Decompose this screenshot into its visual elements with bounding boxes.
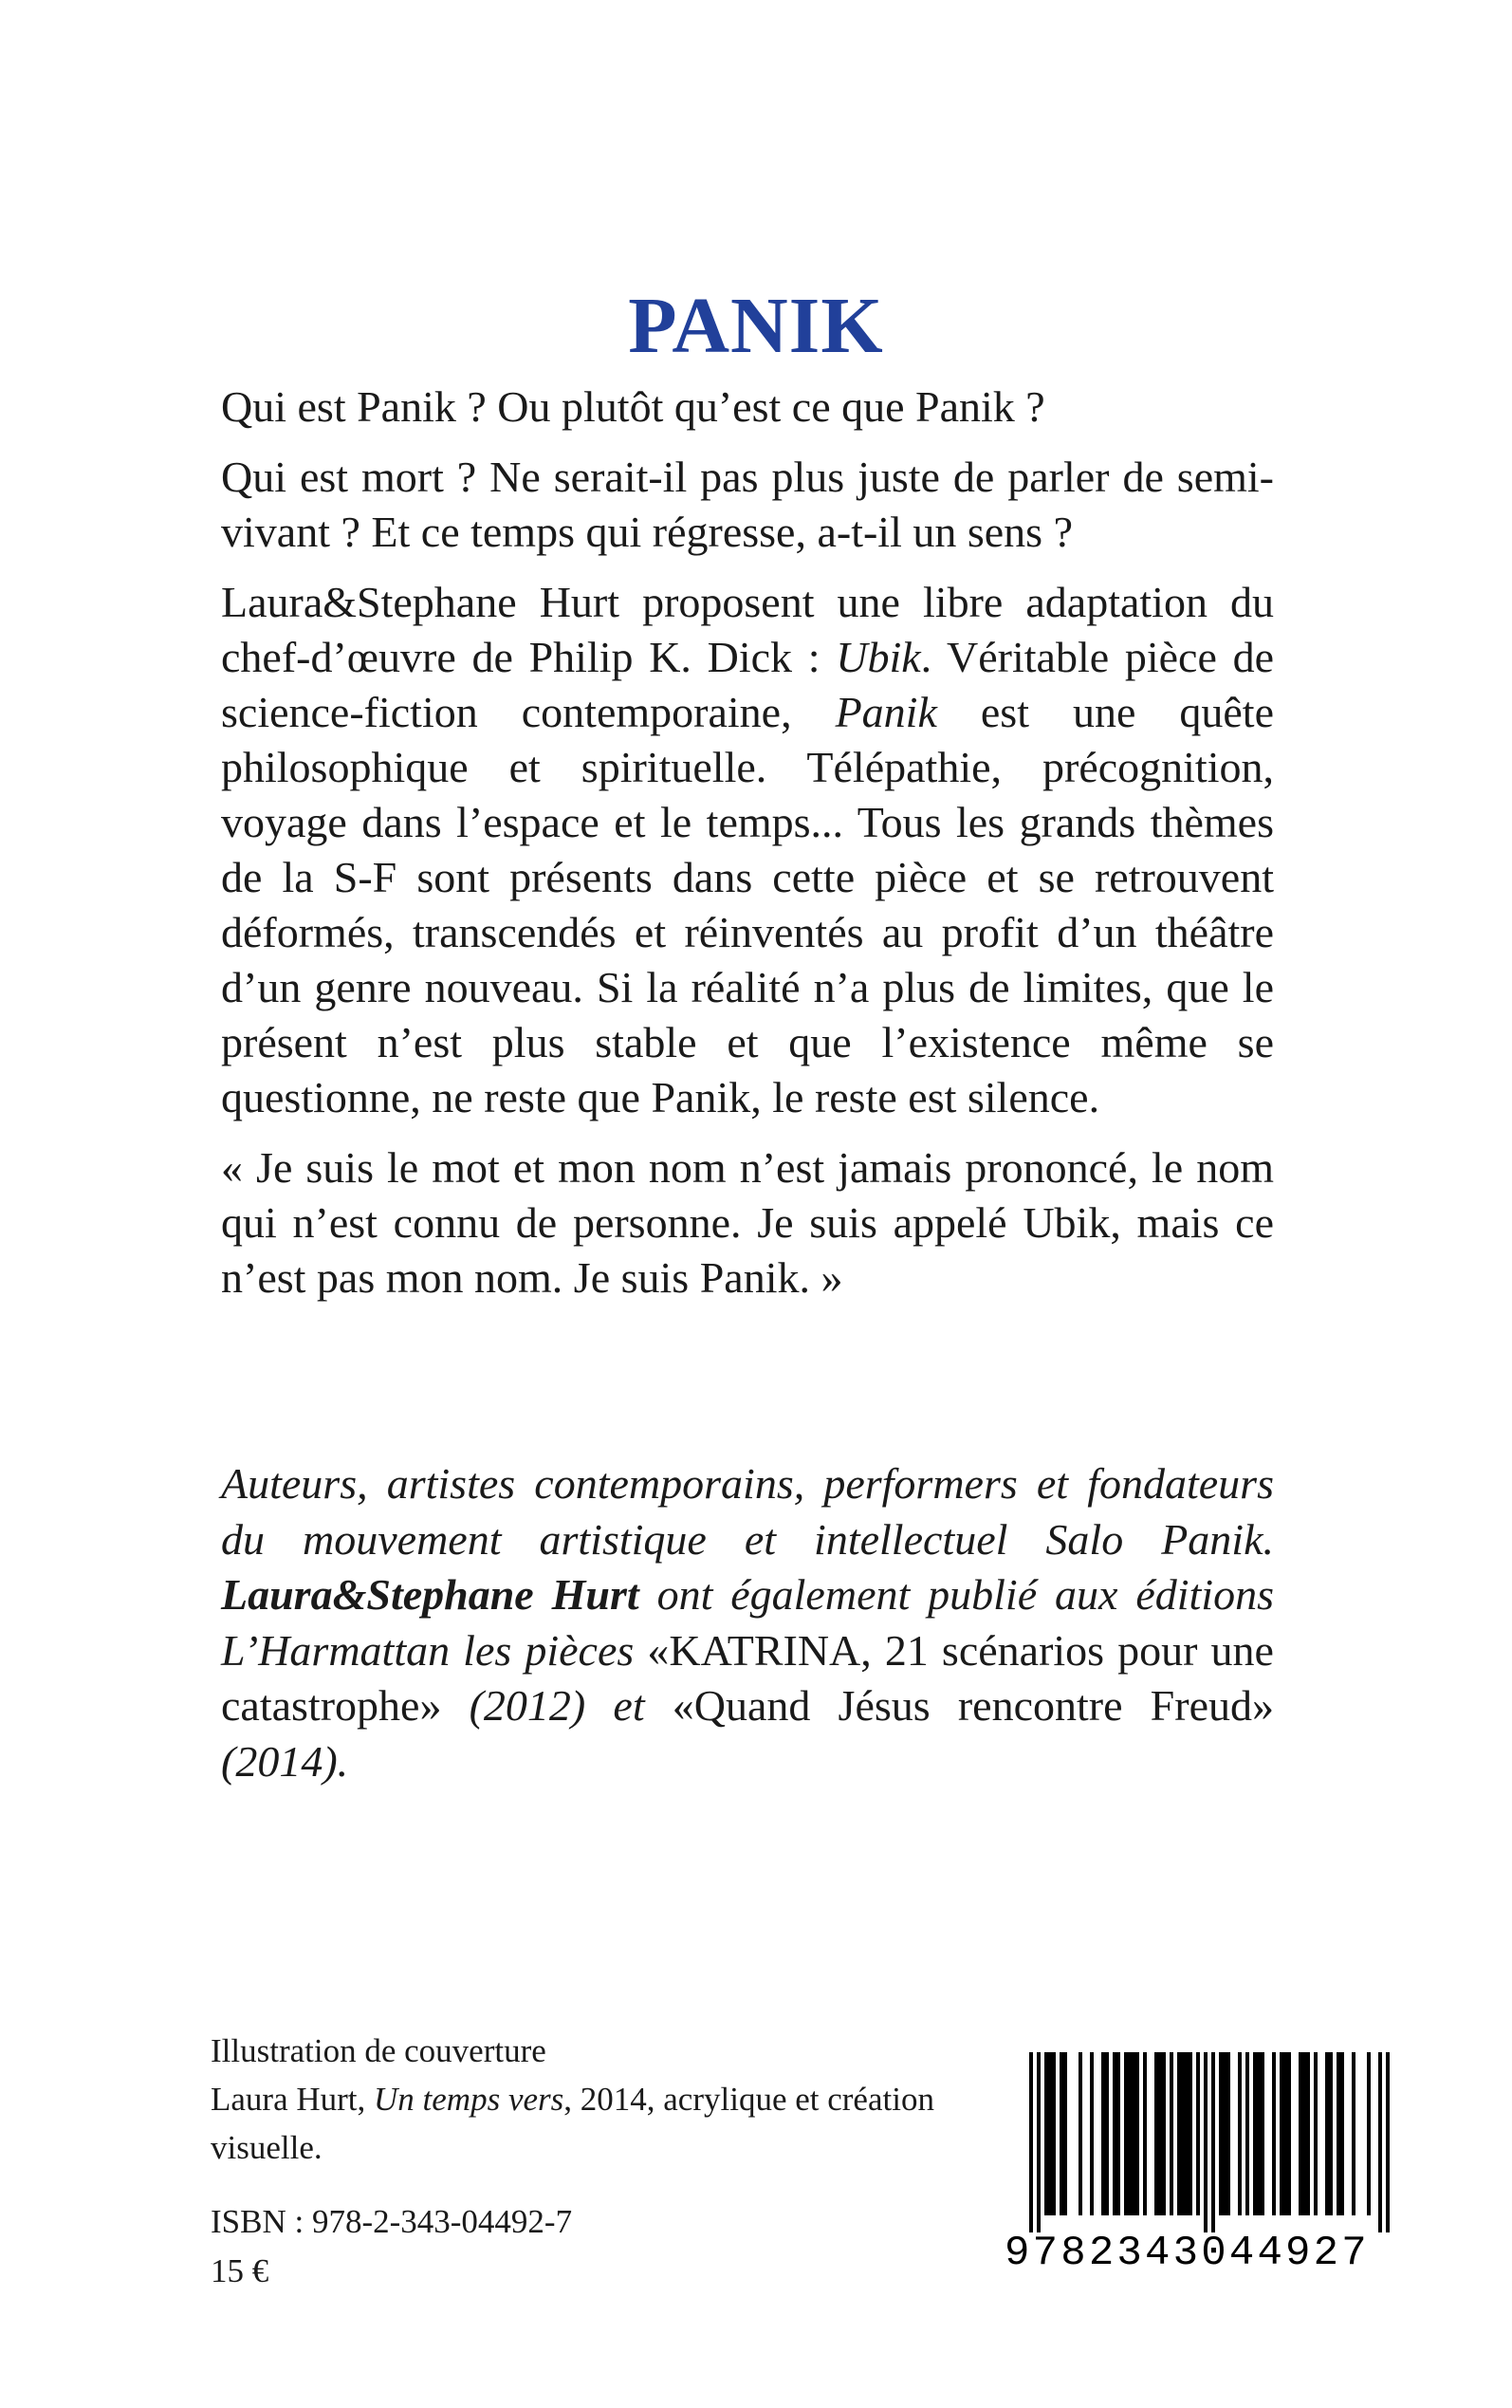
barcode-digits: 9782343044927 [1001,2232,1404,2274]
barcode-bar [1189,2052,1192,2215]
barcode-bar [1329,2052,1333,2215]
barcode-bar [1090,2052,1094,2215]
barcode-bar [1204,2052,1208,2237]
jesus-freud-title: «Quand Jésus rencontre Freud» [672,1681,1274,1730]
barcode-bar [1135,2052,1139,2215]
artist-name: Laura Hurt, [211,2081,375,2118]
barcode-bar [1181,2052,1185,2215]
barcode-bar [1128,2052,1132,2215]
barcode-bar [1306,2052,1310,2215]
barcode-bar [1177,2052,1181,2215]
barcode-bar [1158,2052,1162,2215]
credits-detail [211,2075,1007,2172]
author-bio [221,1456,1274,1789]
barcode-bar [1325,2052,1329,2215]
barcode-bar [1352,2052,1355,2215]
barcode-bar [1044,2052,1048,2215]
barcode-bar [1029,2052,1033,2237]
barcode-bar [1037,2052,1041,2237]
credits-heading: Illustration de couverture [211,2032,546,2069]
book-title: PANIK [628,282,884,371]
barcode-bar [1116,2052,1120,2215]
barcode-bar [1253,2052,1257,2215]
barcode [1001,2052,1404,2277]
katrina-title: «KATRINA, 21 scénarios pour une catastrophe» [221,1625,1274,1730]
barcode-bar [1283,2052,1287,2215]
artwork-details: , 2014, acrylique et création visuelle. [211,2081,934,2166]
ubik-title: Ubik [836,633,921,681]
blurb-summary-text: . Véritable pièce de science-fiction contemporaine, [221,633,1274,736]
barcode-bar [1219,2052,1223,2215]
barcode-bar [1048,2052,1052,2215]
price: 15 € [211,2252,269,2289]
blurb-quote: « Je suis le mot et mon nom n’est jamais prononcé, le nom qui n’est connu de personne. Je suis appelé Ubik, mais ce n’est pas mon nom. Je suis Panik. » [221,1143,1274,1302]
barcode-bar [1124,2052,1128,2215]
barcode-bar [1060,2052,1063,2215]
bio-text: ont également publié aux éditions L’Harmattan les pièces [221,1570,1274,1675]
barcode-bar [1223,2052,1226,2215]
barcode-bar [1287,2052,1291,2215]
barcode-bar [1245,2052,1249,2215]
barcode-bar [1280,2052,1283,2215]
barcode-bar [1113,2052,1116,2215]
barcode-bar [1170,2052,1173,2215]
barcode-bar [1101,2052,1105,2215]
barcode-bar [1299,2052,1302,2215]
back-cover-blurb [221,380,1274,1321]
blurb-question-2: Qui est mort ? Ne serait-il pas plus juste de parler de semi-vivant ? Et ce temps qui régresse, a-t-il un sens ? [221,453,1274,556]
barcode-bar [1211,2052,1215,2237]
barcode-bar [1196,2052,1200,2215]
barcode-bar [1143,2052,1147,2215]
barcode-bar [1302,2052,1306,2215]
bio-text: (2014). [221,1736,349,1786]
barcode-bar [1367,2052,1371,2215]
barcode-bar [1337,2052,1340,2215]
blurb-summary-text: est une quête philosophique et spirituelle. Télépathie, précognition, voyage dans l’espace et le temps... Tous les grands thèmes de la S-F sont présents dans cette pièce et se retrouvent déformés, transcendés et réinventés au profit d’un théâtre d’un genre nouveau. Si la réalité n’a plus de limites, que le présent n’est plus stable et que l’existence même se questionne, ne reste que Panik, le reste est silence. [221,688,1274,1121]
barcode-bar [1185,2052,1189,2215]
author-names: Laura&Stephane Hurt [221,1570,639,1619]
blurb-summary-text: Laura&Stephane Hurt proposent une libre adaptation du chef-d’œuvre de Philip K. Dick : [221,578,1274,681]
blurb-question-1: Qui est Panik ? Ou plutôt qu’est ce que Panik ? [221,382,1045,431]
blurb-summary [221,575,1274,1125]
bio-text: (2012) et [441,1681,673,1730]
barcode-bar [1132,2052,1135,2215]
barcode-bar [1261,2052,1264,2215]
barcode-bar [1238,2052,1242,2215]
artwork-title: Un temps vers [374,2081,564,2118]
barcode-bar [1257,2052,1261,2215]
barcode-bar [1079,2052,1082,2215]
barcode-bar [1154,2052,1158,2215]
isbn: ISBN : 978-2-343-04492-7 [211,2203,573,2240]
barcode-bar [1052,2052,1056,2215]
panik-title: Panik [835,688,937,736]
barcode-bar [1386,2052,1390,2237]
barcode-bar [1226,2052,1230,2215]
bio-text: Auteurs, artistes contemporains, performers et fondateurs du mouvement artistique et intellectuel Salo Panik. [221,1459,1274,1564]
barcode-bar [1272,2052,1276,2215]
barcode-bar [1162,2052,1166,2215]
barcode-bar [1340,2052,1344,2215]
barcode-bar [1063,2052,1067,2215]
barcode-bar [1378,2052,1382,2237]
barcode-bar [1105,2052,1109,2215]
barcode-bar [1314,2052,1318,2215]
cover-credits [211,2027,1007,2172]
barcode-bars [1001,2052,1404,2237]
